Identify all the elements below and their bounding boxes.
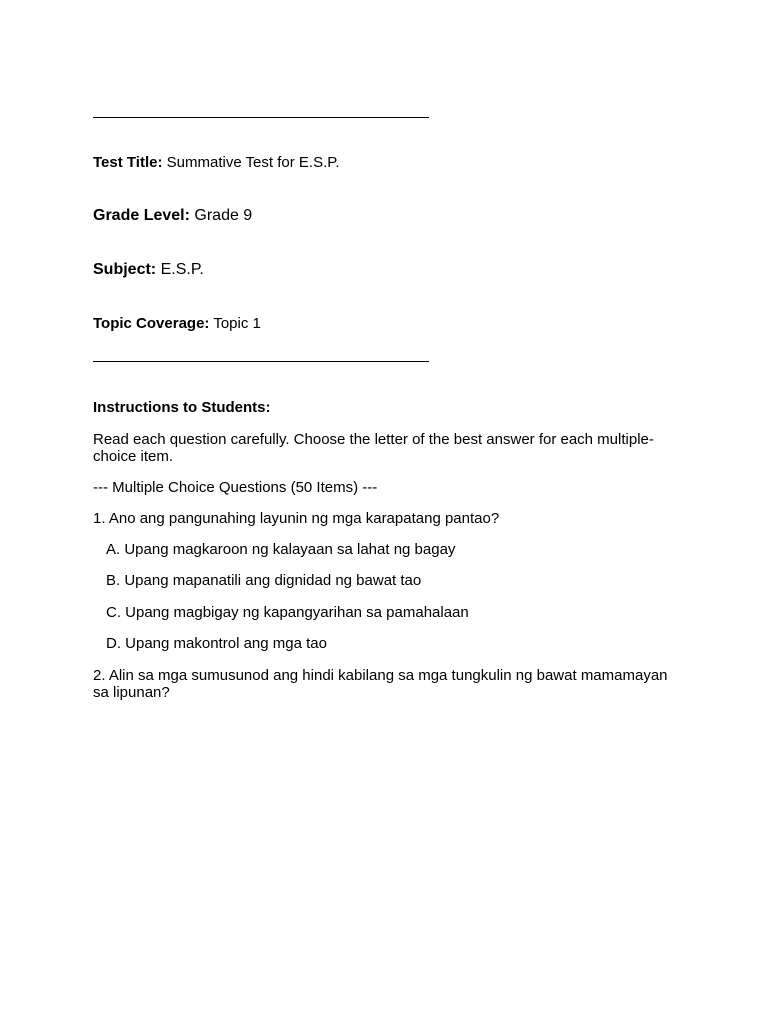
section-title: --- Multiple Choice Questions (50 Items) --- — [93, 479, 378, 496]
subject-value: E.S.P. — [160, 261, 204, 278]
question-1-option-d: D. Upang makontrol ang mga tao — [106, 635, 327, 652]
question-1-option-b: B. Upang mapanatili ang dignidad ng bawat tao — [106, 572, 422, 589]
grade-level-label: Grade Level: — [93, 207, 190, 224]
question-1-option-a: A. Upang magkaroon ng kalayaan sa lahat ng bagay — [106, 541, 456, 558]
test-title-label: Test Title: — [93, 154, 163, 171]
subject-label: Subject: — [93, 261, 157, 278]
question-2-text: 2. Alin sa mga sumusunod ang hindi kabilang sa mga tungkulin ng bawat mamamayan sa lipunan? — [93, 667, 668, 701]
test-title-value: Summative Test for E.S.P. — [166, 154, 340, 171]
question-1-option-c: C. Upang magbigay ng kapangyarihan sa pamahalaan — [106, 604, 469, 621]
topic-coverage-line — [93, 315, 261, 332]
topic-coverage-value: Topic 1 — [213, 315, 261, 332]
grade-level-line — [93, 207, 252, 225]
instructions-body: Read each question carefully. Choose the letter of the best answer for each multiple-choice item. — [93, 431, 654, 465]
grade-level-value: Grade 9 — [194, 207, 253, 224]
subject-line — [93, 261, 204, 279]
question-1-text: 1. Ano ang pangunahing layunin ng mga karapatang pantao? — [93, 510, 500, 527]
test-title-line — [93, 154, 340, 171]
bottom-divider-line — [93, 361, 429, 362]
instructions-heading: Instructions to Students: — [93, 399, 271, 416]
top-divider-line — [93, 117, 429, 118]
topic-coverage-label: Topic Coverage: — [93, 315, 210, 332]
